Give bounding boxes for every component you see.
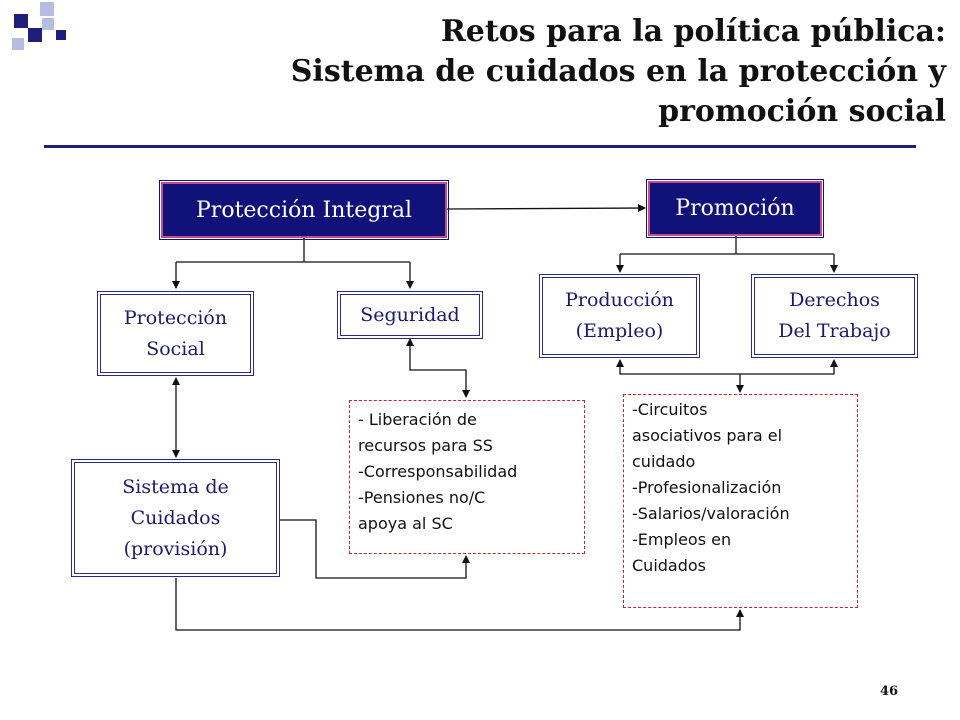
note-promocion-line: -Empleos en (632, 530, 732, 549)
node-promocion (648, 181, 822, 236)
arrow-produccion-note (620, 360, 834, 374)
note-promocion-line: -Salarios/valoración (632, 504, 790, 523)
note-promocion-line: -Profesionalización (632, 478, 782, 497)
note-promocion-line: -Circuitos (632, 400, 708, 419)
node-derechos (751, 274, 918, 358)
note-seguridad-line: - Liberación de (358, 410, 477, 429)
node-seguridad (337, 291, 483, 339)
arrow-seguridad-note (410, 339, 466, 397)
note-seguridad-line: apoya al SC (358, 514, 453, 533)
note-seguridad-line: recursos para SS (358, 436, 493, 455)
node-sistema-cuidados-line3: (provisión) (123, 537, 228, 560)
node-proteccion-integral (161, 182, 447, 238)
node-sistema-cuidados-line2: Cuidados (130, 506, 221, 529)
node-proteccion-integral-label: Protección Integral (196, 197, 412, 223)
note-seguridad-line: -Pensiones no/C (358, 488, 486, 507)
node-sistema-cuidados (71, 459, 280, 577)
node-produccion (539, 274, 700, 358)
note-seguridad-line: -Corresponsabilidad (358, 462, 518, 481)
node-proteccion-social-line2: Social (146, 337, 205, 360)
node-promocion-label: Promoción (675, 196, 795, 221)
node-derechos-line2: Del Trabajo (778, 320, 891, 342)
node-produccion-line1: Producción (565, 289, 674, 311)
note-seguridad (349, 400, 585, 554)
note-promocion (623, 394, 858, 608)
arrow-integral-to-promocion (447, 208, 645, 209)
title-line-1: Retos para la política pública: (440, 14, 946, 49)
note-promocion-line: cuidado (632, 452, 696, 471)
node-derechos-line1: Derechos (789, 289, 880, 311)
page-number: 46 (880, 684, 899, 699)
title-line-3: promoción social (658, 94, 946, 129)
title-line-2: Sistema de cuidados en la protección y (290, 54, 946, 89)
node-seguridad-label: Seguridad (360, 303, 460, 326)
node-proteccion-social (97, 291, 254, 376)
note-promocion-line: asociativos para el (632, 426, 783, 445)
node-sistema-cuidados-line1: Sistema de (122, 475, 229, 498)
node-proteccion-social-line1: Protección (123, 306, 228, 329)
note-promocion-line: Cuidados (632, 556, 706, 575)
node-produccion-line2: (Empleo) (575, 320, 664, 342)
